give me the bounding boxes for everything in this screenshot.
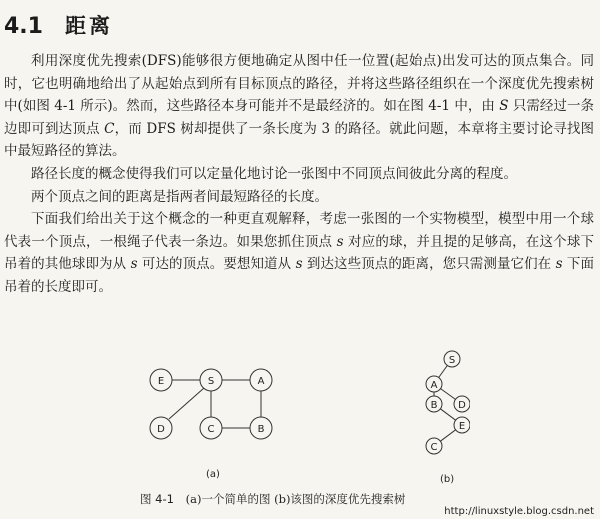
graph-a-node	[200, 417, 222, 439]
text-run: 下面我们给出关于这个概念的一种更直观解释，考虑一张图的一个实物模型，模型中用一个球代表一个顶点，一根绳子代表一条边。如果您抓住顶点	[4, 211, 594, 250]
graph-a-node	[150, 369, 172, 391]
graph-b-label: (b)	[440, 474, 455, 485]
graph-b-node	[444, 351, 460, 367]
text-run: 到达这些顶点的距离，您只需测量它们在	[302, 256, 556, 273]
text-run: 可达的顶点。要想知道从	[137, 256, 296, 273]
text-run: 路径长度的概念使得我们可以定量化地讨论一张图中不同顶点间彼此分离的程度。	[31, 165, 517, 182]
edge-s-d	[169, 388, 204, 419]
graph-b-node	[454, 396, 470, 412]
body-text	[4, 50, 594, 299]
paragraph	[4, 163, 594, 186]
svg-text:D: D	[157, 424, 165, 435]
paragraph	[4, 50, 594, 163]
figure-number: 图 4-1	[140, 492, 174, 506]
italic-symbol: C	[104, 120, 115, 137]
graph-b-node	[426, 396, 442, 412]
svg-text:C: C	[430, 442, 438, 453]
tree-edge-e-c	[440, 430, 455, 441]
section-title: 距离	[64, 14, 113, 38]
graph-a-node	[250, 417, 272, 439]
text-run: ，而 DFS 树却提供了一条长度为 3 的路径。就此问题，本章将主要讨论寻找图中最短路径的算法。	[4, 120, 594, 160]
section-number: 4.1	[4, 14, 43, 39]
bleed-through-text	[40, 0, 600, 45]
graph-b-node	[454, 417, 470, 433]
paragraph	[4, 208, 594, 298]
tree-edge-s-a	[439, 365, 448, 377]
svg-text:E: E	[458, 421, 466, 432]
graph-a-label: (a)	[206, 469, 220, 480]
text-run: 只需经过一条边即可到达顶点	[4, 98, 594, 137]
text-run: 对应的球，并且提的足够高，在这个球下吊着的其他球即为从	[4, 233, 594, 273]
graph-a-node	[200, 369, 222, 391]
svg-text:A: A	[257, 376, 265, 387]
graph-a-node	[150, 417, 172, 439]
graph-b-node	[426, 376, 442, 392]
text-run: 两个顶点之间的距离是指两者间最短路径的长度。	[31, 188, 328, 205]
text-run: 利用深度优先搜索(DFS)能够很方便地确定从图中任一位置(起始点)出发可达的顶点集合。同时，它也明确地给出了从起始点到所有目标顶点的路径，并将这些路径组织在一个深度优先搜索树中(如图 4-1 所示)。然而，这些路径本身可能并不是最经济的。如在图 4-1 中，由	[4, 53, 594, 115]
italic-symbol: s	[336, 233, 344, 250]
italic-symbol: s	[555, 256, 563, 273]
svg-text:B: B	[430, 400, 438, 411]
graph-b	[426, 351, 470, 485]
svg-text:B: B	[257, 424, 265, 435]
graph-a	[150, 369, 272, 480]
paragraph	[4, 186, 594, 209]
tree-edge-b-e	[440, 409, 455, 420]
graph-b-node	[426, 438, 442, 454]
italic-symbol: S	[499, 98, 509, 115]
text-run: 下面吊着的长度即可。	[4, 256, 595, 295]
graph-a-node	[250, 369, 272, 391]
section-heading	[4, 10, 113, 40]
svg-text:S: S	[207, 376, 215, 387]
italic-symbol: s	[295, 256, 303, 273]
svg-text:S: S	[448, 355, 456, 366]
svg-text:A: A	[430, 380, 438, 391]
italic-symbol: s	[130, 256, 138, 273]
svg-text:C: C	[207, 424, 215, 435]
watermark-url: http://linuxstyle.blog.csdn.net	[444, 506, 594, 517]
tree-edge-a-d	[441, 389, 456, 400]
figure-caption	[140, 491, 600, 507]
figure-graphs	[140, 342, 470, 492]
svg-text:E: E	[157, 376, 165, 387]
figure-caption-text: (a)一个简单的图 (b)该图的深度优先搜索树	[185, 492, 406, 506]
svg-text:D: D	[458, 400, 466, 411]
